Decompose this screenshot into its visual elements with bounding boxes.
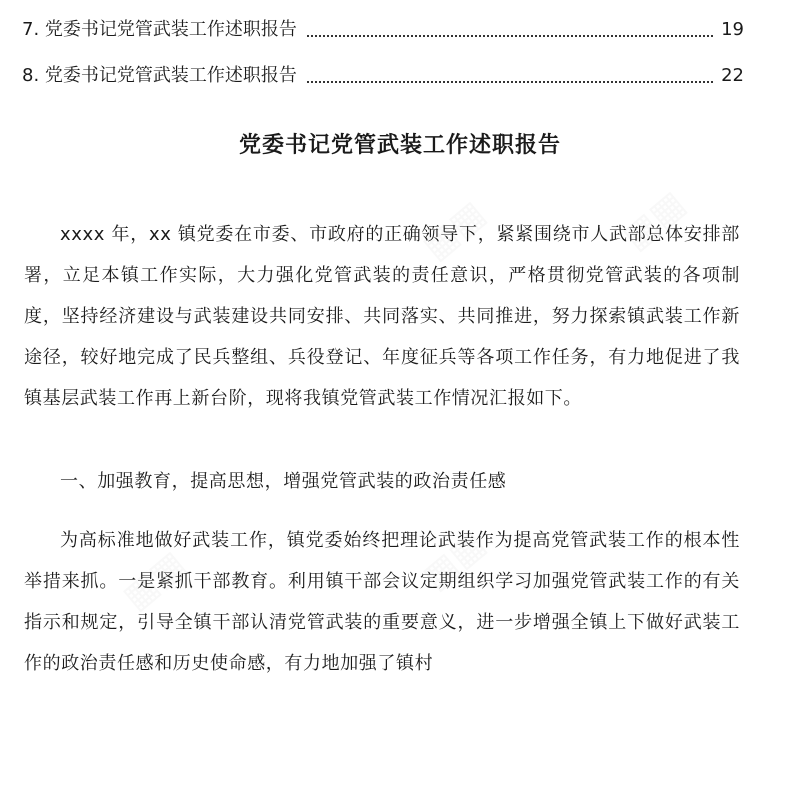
toc-entry-8[interactable] <box>22 64 744 88</box>
body-paragraph-1: xxxx 年，xx 镇党委在市委、市政府的正确领导下，紧紧围绕市人武部总体安排部署，立足本镇工作实际，大力强化党管武装的责任意识，严格贯彻党管武装的各项制度，坚持经济建设与武装建设共同安排、共同落实、共同推进，努力探索镇武装工作新途径，较好地完成了民兵整组、兵役登记、年度征兵等各项工作任务，有力地促进了我镇基层武装工作再上新台阶，现将我镇党管武装工作情况汇报如下。 <box>24 224 740 409</box>
toc-entry-page: 19 <box>721 19 744 40</box>
toc-leader-dots <box>307 35 713 37</box>
table-of-contents <box>22 18 744 110</box>
toc-entry-7[interactable] <box>22 18 744 42</box>
toc-leader-dots <box>307 81 713 83</box>
toc-entry-title: 8. 党委书记党管武装工作述职报告 <box>22 65 297 86</box>
toc-entry-page: 22 <box>721 65 744 86</box>
toc-entry-title: 7. 党委书记党管武装工作述职报告 <box>22 19 297 40</box>
watermark-mark: ▦▦ <box>614 182 694 259</box>
watermark-mark: ▦▦ <box>414 522 494 599</box>
body-paragraph-2: 为高标准地做好武装工作，镇党委始终把理论武装作为提高党管武装工作的根本性举措来抓。一是紧抓干部教育。利用镇干部会议定期组织学习加强党管武装工作的有关指示和规定，引导全镇干部认清党管武装的重要意义，进一步增强全镇上下做好武装工作的政治责任感和历史使命感，有力地加强了镇村 <box>24 530 740 674</box>
section-heading-1: 一、加强教育，提高思想，增强党管武装的政治责任感 <box>60 471 507 492</box>
watermark-mark: ▦▦ <box>414 192 494 269</box>
document-title: 党委书记党管武装工作述职报告 <box>238 133 561 158</box>
watermark-mark: ▦▦ <box>114 542 194 619</box>
